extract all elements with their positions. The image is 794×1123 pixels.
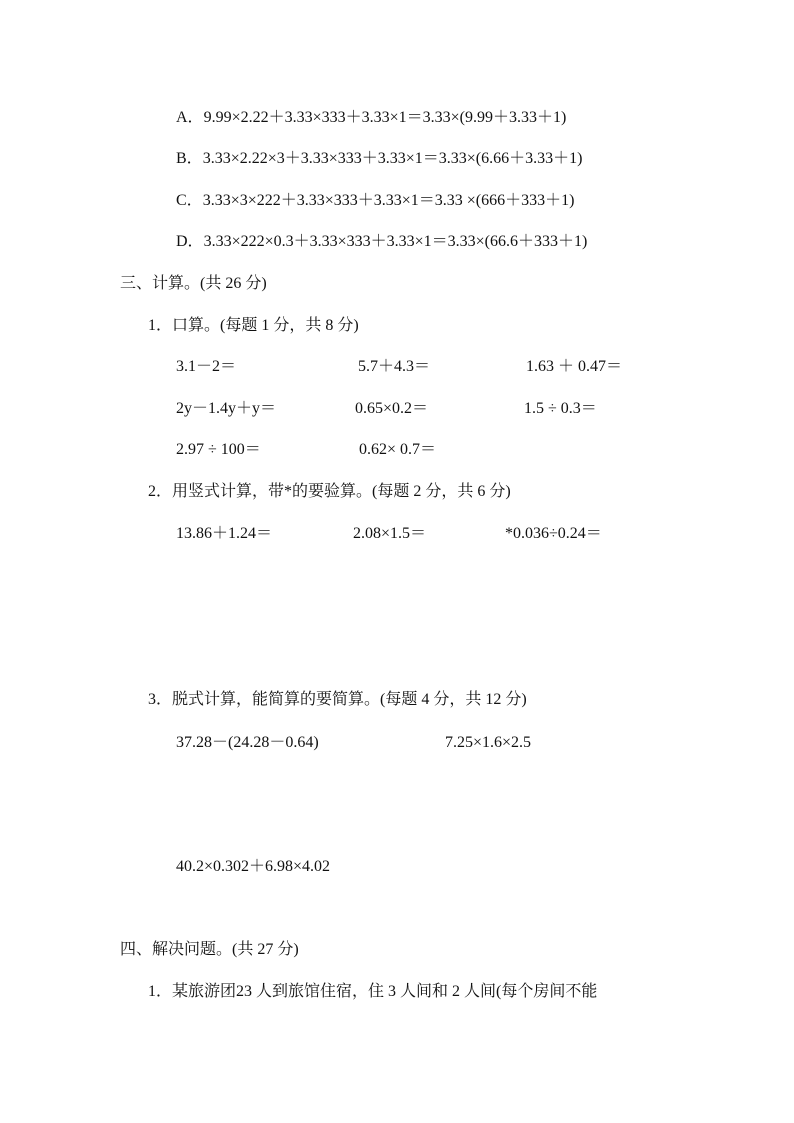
problem-text: 1．某旅游团23 人到旅馆住宿，住 3 人间和 2 人间(每个房间不能 bbox=[148, 983, 598, 1000]
option-expression: 9.99×2.22＋3.33×333＋3.33×1＝3.33×(9.99＋3.33＋1) bbox=[203, 109, 567, 126]
option-a bbox=[176, 108, 566, 128]
oral-calc-item: 0.62× 0.7＝ bbox=[359, 441, 437, 458]
step-calc-item: 37.28－(24.28－0.64) bbox=[176, 734, 319, 751]
step-calc-item: 7.25×1.6×2.5 bbox=[445, 734, 532, 751]
oral-calc-item: 0.65×0.2＝ bbox=[355, 400, 429, 417]
oral-calc-item: 5.7＋4.3＝ bbox=[358, 358, 431, 375]
option-c bbox=[176, 191, 574, 211]
oral-calc-item: 1.63 ＋ 0.47＝ bbox=[526, 358, 623, 375]
vertical-calc-item: *0.036÷0.24＝ bbox=[505, 525, 602, 542]
vertical-calc-item: 2.08×1.5＝ bbox=[353, 525, 427, 542]
oral-calc-item: 3.1－2＝ bbox=[176, 358, 237, 375]
step-calc-item: 40.2×0.302＋6.98×4.02 bbox=[176, 858, 331, 875]
option-expression: 3.33×3×222＋3.33×333＋3.33×1＝3.33 ×(666＋333＋1) bbox=[202, 192, 575, 209]
option-letter: A． bbox=[176, 109, 204, 126]
option-letter: C． bbox=[176, 192, 203, 209]
question-title: 2．用竖式计算，带*的要验算。(每题 2 分，共 6 分) bbox=[148, 483, 511, 500]
option-letter: D． bbox=[176, 233, 204, 250]
question-title: 3．脱式计算，能简算的要简算。(每题 4 分，共 12 分) bbox=[148, 691, 527, 708]
vertical-calc-item: 13.86＋1.24＝ bbox=[176, 525, 273, 542]
oral-calc-item: 2y－1.4y＋y＝ bbox=[176, 400, 277, 417]
option-b bbox=[176, 149, 582, 169]
section-heading: 三、计算。(共 26 分) bbox=[120, 275, 267, 292]
option-letter: B． bbox=[176, 150, 203, 167]
oral-calc-item: 2.97 ÷ 100＝ bbox=[176, 441, 261, 458]
question-title: 1．口算。(每题 1 分，共 8 分) bbox=[148, 317, 359, 334]
option-d bbox=[176, 232, 587, 252]
option-expression: 3.33×222×0.3＋3.33×333＋3.33×1＝3.33×(66.6＋333＋1) bbox=[203, 233, 588, 250]
option-expression: 3.33×2.22×3＋3.33×333＋3.33×1＝3.33×(6.66＋3.33＋1) bbox=[202, 150, 583, 167]
section-heading: 四、解决问题。(共 27 分) bbox=[120, 941, 299, 958]
oral-calc-item: 1.5 ÷ 0.3＝ bbox=[524, 400, 597, 417]
